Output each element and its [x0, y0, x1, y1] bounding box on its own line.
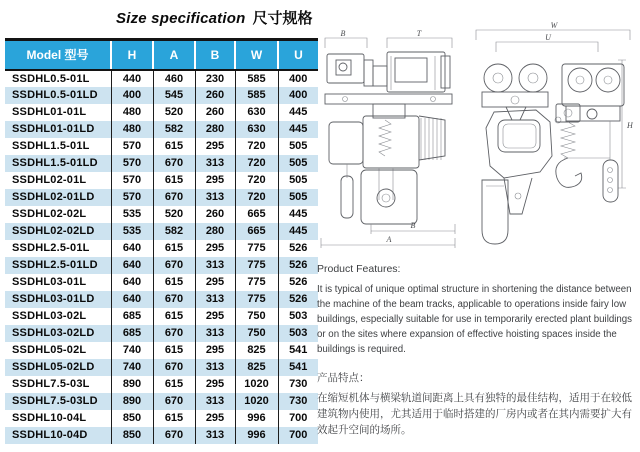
dimension-cell: 630	[235, 104, 278, 121]
dimension-cell: 400	[111, 87, 153, 104]
dimension-cell: 541	[278, 342, 318, 359]
dimension-cell: 526	[278, 257, 318, 274]
dimension-cell: 313	[195, 393, 235, 410]
dimension-cell: 570	[111, 189, 153, 206]
dimension-cell: 313	[195, 189, 235, 206]
dimension-cell: 890	[111, 376, 153, 393]
dimension-cell: 313	[195, 291, 235, 308]
dimension-cell: 775	[235, 257, 278, 274]
dim-label-front-top-left: B	[340, 29, 346, 38]
dimension-cell: 313	[195, 257, 235, 274]
table-row	[5, 342, 318, 359]
dim-label-side-top-outer: W	[550, 21, 558, 30]
dimension-cell: 685	[111, 308, 153, 325]
dimension-cell: 260	[195, 104, 235, 121]
table-row	[5, 104, 318, 121]
dimension-cell: 440	[111, 70, 153, 87]
dimension-cell: 615	[153, 138, 195, 155]
table-row	[5, 121, 318, 138]
dimension-cell: 720	[235, 172, 278, 189]
dimension-cell: 526	[278, 291, 318, 308]
features-heading-zh: 产品特点：	[317, 372, 370, 384]
dimension-cell: 615	[153, 410, 195, 427]
dimension-cell: 526	[278, 240, 318, 257]
hoist-front-view-drawing	[315, 8, 467, 258]
dimension-cell: 730	[278, 376, 318, 393]
dim-label-side-top-inner: U	[545, 33, 551, 42]
dimension-cell: 535	[111, 206, 153, 223]
dimension-cell: 775	[235, 274, 278, 291]
spec-table-head-row	[5, 40, 318, 70]
dimension-cell: 295	[195, 342, 235, 359]
dimension-cell: 313	[195, 155, 235, 172]
dimension-cell: 615	[153, 274, 195, 291]
table-row	[5, 359, 318, 376]
dimension-cell: 700	[278, 427, 318, 444]
dimension-cell: 670	[153, 257, 195, 274]
dimension-cell: 1020	[235, 393, 278, 410]
model-cell: SSDHL05-02L	[5, 342, 111, 359]
dimension-cell: 295	[195, 240, 235, 257]
dimension-cell: 505	[278, 138, 318, 155]
dimension-cell: 750	[235, 325, 278, 342]
dimension-cell: 260	[195, 206, 235, 223]
model-cell: SSDHL01-01L	[5, 104, 111, 121]
product-features-section	[317, 263, 637, 438]
table-row	[5, 410, 318, 427]
dimension-cell: 541	[278, 359, 318, 376]
model-cell: SSDHL02-01L	[5, 172, 111, 189]
model-cell: SSDHL01-01LD	[5, 121, 111, 138]
dimension-cell: 665	[235, 206, 278, 223]
dimension-cell: 545	[153, 87, 195, 104]
dimension-cell: 585	[235, 70, 278, 87]
dimension-cell: 640	[111, 240, 153, 257]
dim-label-front-bottom-outer: A	[386, 235, 392, 244]
dimension-cell: 570	[111, 138, 153, 155]
dimension-cell: 670	[153, 291, 195, 308]
dimension-cell: 480	[111, 121, 153, 138]
dimension-cell: 570	[111, 172, 153, 189]
dimension-cell: 445	[278, 121, 318, 138]
dimension-cell: 445	[278, 223, 318, 240]
dimension-cell: 720	[235, 155, 278, 172]
table-row	[5, 308, 318, 325]
model-cell: SSDHL2.5-01LD	[5, 257, 111, 274]
table-row	[5, 70, 318, 87]
table-row	[5, 427, 318, 444]
dimension-cell: 670	[153, 155, 195, 172]
table-row	[5, 155, 318, 172]
dimension-cell: 520	[153, 206, 195, 223]
model-cell: SSDHL10-04L	[5, 410, 111, 427]
table-row	[5, 257, 318, 274]
model-cell: SSDHL02-02L	[5, 206, 111, 223]
col-header-h: H	[111, 40, 153, 70]
dimension-cell: 505	[278, 155, 318, 172]
table-row	[5, 223, 318, 240]
model-cell: SSDHL03-01L	[5, 274, 111, 291]
dimension-cell: 585	[235, 87, 278, 104]
dimension-cell: 996	[235, 427, 278, 444]
table-row	[5, 87, 318, 104]
table-row	[5, 376, 318, 393]
dimension-cell: 313	[195, 359, 235, 376]
dimension-cell: 730	[278, 393, 318, 410]
dimension-cell: 615	[153, 308, 195, 325]
dimension-cell: 665	[235, 223, 278, 240]
dimension-cell: 750	[235, 308, 278, 325]
dimension-cell: 295	[195, 308, 235, 325]
technical-drawings	[315, 8, 640, 258]
model-cell: SSDHL0.5-01L	[5, 70, 111, 87]
model-cell: SSDHL03-01LD	[5, 291, 111, 308]
model-cell: SSDHL05-02LD	[5, 359, 111, 376]
col-header-a: A	[153, 40, 195, 70]
dimension-cell: 445	[278, 104, 318, 121]
dimension-cell: 670	[153, 325, 195, 342]
dimension-cell: 890	[111, 393, 153, 410]
dimension-cell: 400	[278, 87, 318, 104]
dimension-cell: 295	[195, 376, 235, 393]
dimension-cell: 230	[195, 70, 235, 87]
dimension-cell: 503	[278, 308, 318, 325]
dimension-cell: 615	[153, 342, 195, 359]
table-row	[5, 206, 318, 223]
model-cell: SSDHL02-01LD	[5, 189, 111, 206]
col-header-w: W	[235, 40, 278, 70]
dimension-cell: 505	[278, 172, 318, 189]
table-row	[5, 138, 318, 155]
model-cell: SSDHL7.5-03L	[5, 376, 111, 393]
dimension-cell: 280	[195, 223, 235, 240]
dimension-cell: 615	[153, 172, 195, 189]
features-body-en: It is typical of unique optimal structure in shortening the distance between the machine of the beam tracks, applicable to operations inside fairy low buildings, especially suitable for use in temporarily erected plant buildings or on the sites where expansion of effective hoisting spaces inside the buildings is required.	[317, 284, 633, 355]
dimension-cell: 615	[153, 240, 195, 257]
table-row	[5, 274, 318, 291]
table-row	[5, 189, 318, 206]
page-title	[116, 7, 313, 28]
dimension-cell: 640	[111, 274, 153, 291]
dimension-cell: 825	[235, 342, 278, 359]
hoist-side-view-drawing	[470, 8, 640, 258]
model-cell: SSDHL2.5-01L	[5, 240, 111, 257]
dimension-cell: 295	[195, 410, 235, 427]
dim-label-side-right: H	[627, 121, 633, 130]
model-cell: SSDHL03-02LD	[5, 325, 111, 342]
dimension-cell: 740	[111, 359, 153, 376]
dimension-cell: 295	[195, 172, 235, 189]
dimension-cell: 670	[153, 427, 195, 444]
dimension-cell: 535	[111, 223, 153, 240]
dimension-cell: 460	[153, 70, 195, 87]
dimension-cell: 526	[278, 274, 318, 291]
dimension-cell: 775	[235, 240, 278, 257]
dimension-cell: 582	[153, 223, 195, 240]
dimension-cell: 720	[235, 138, 278, 155]
size-spec-table	[5, 38, 318, 444]
dimension-cell: 520	[153, 104, 195, 121]
dimension-cell: 640	[111, 257, 153, 274]
dim-label-front-top-right: T	[416, 29, 422, 38]
dimension-cell: 313	[195, 427, 235, 444]
page-title-en: Size specification	[116, 10, 246, 27]
dimension-cell: 850	[111, 410, 153, 427]
dimension-cell: 775	[235, 291, 278, 308]
col-header-b: B	[195, 40, 235, 70]
dimension-cell: 720	[235, 189, 278, 206]
dimension-cell: 280	[195, 121, 235, 138]
dimension-cell: 740	[111, 342, 153, 359]
col-header-u: U	[278, 40, 318, 70]
dimension-cell: 503	[278, 325, 318, 342]
model-cell: SSDHL10-04D	[5, 427, 111, 444]
dimension-cell: 700	[278, 410, 318, 427]
features-heading-en: Product Features:	[317, 263, 401, 275]
dimension-cell: 480	[111, 104, 153, 121]
dimension-cell: 670	[153, 359, 195, 376]
dimension-cell: 640	[111, 291, 153, 308]
dimension-cell: 295	[195, 138, 235, 155]
features-body-zh: 在缩短机体与横梁轨道间距离上具有独特的最佳结构，适用于在较低建筑物内使用，尤其适用于临时搭建的厂房内或者在其内需要扩大有效起升空间的场所。	[317, 392, 632, 436]
dimension-cell: 670	[153, 189, 195, 206]
model-cell: SSDHL02-02LD	[5, 223, 111, 240]
table-row	[5, 325, 318, 342]
dimension-cell: 825	[235, 359, 278, 376]
model-cell: SSDHL03-02L	[5, 308, 111, 325]
dimension-cell: 570	[111, 155, 153, 172]
dimension-cell: 260	[195, 87, 235, 104]
table-row	[5, 393, 318, 410]
model-cell: SSDHL7.5-03LD	[5, 393, 111, 410]
dimension-cell: 313	[195, 325, 235, 342]
dimension-cell: 1020	[235, 376, 278, 393]
model-cell: SSDHL1.5-01LD	[5, 155, 111, 172]
model-cell: SSDHL1.5-01L	[5, 138, 111, 155]
dimension-cell: 295	[195, 274, 235, 291]
dimension-cell: 850	[111, 427, 153, 444]
dimension-cell: 400	[278, 70, 318, 87]
dimension-cell: 445	[278, 206, 318, 223]
model-cell: SSDHL0.5-01LD	[5, 87, 111, 104]
dimension-cell: 630	[235, 121, 278, 138]
dimension-cell: 615	[153, 376, 195, 393]
table-row	[5, 240, 318, 257]
dimension-cell: 685	[111, 325, 153, 342]
spec-table-body	[5, 70, 318, 444]
dimension-cell: 996	[235, 410, 278, 427]
dimension-cell: 670	[153, 393, 195, 410]
dim-label-front-bottom-inner: B	[410, 221, 416, 230]
dimension-cell: 582	[153, 121, 195, 138]
table-row	[5, 291, 318, 308]
table-row	[5, 172, 318, 189]
dimension-cell: 505	[278, 189, 318, 206]
page-title-zh: 尺寸规格	[252, 10, 313, 27]
col-header-model: Model 型号	[5, 40, 111, 70]
